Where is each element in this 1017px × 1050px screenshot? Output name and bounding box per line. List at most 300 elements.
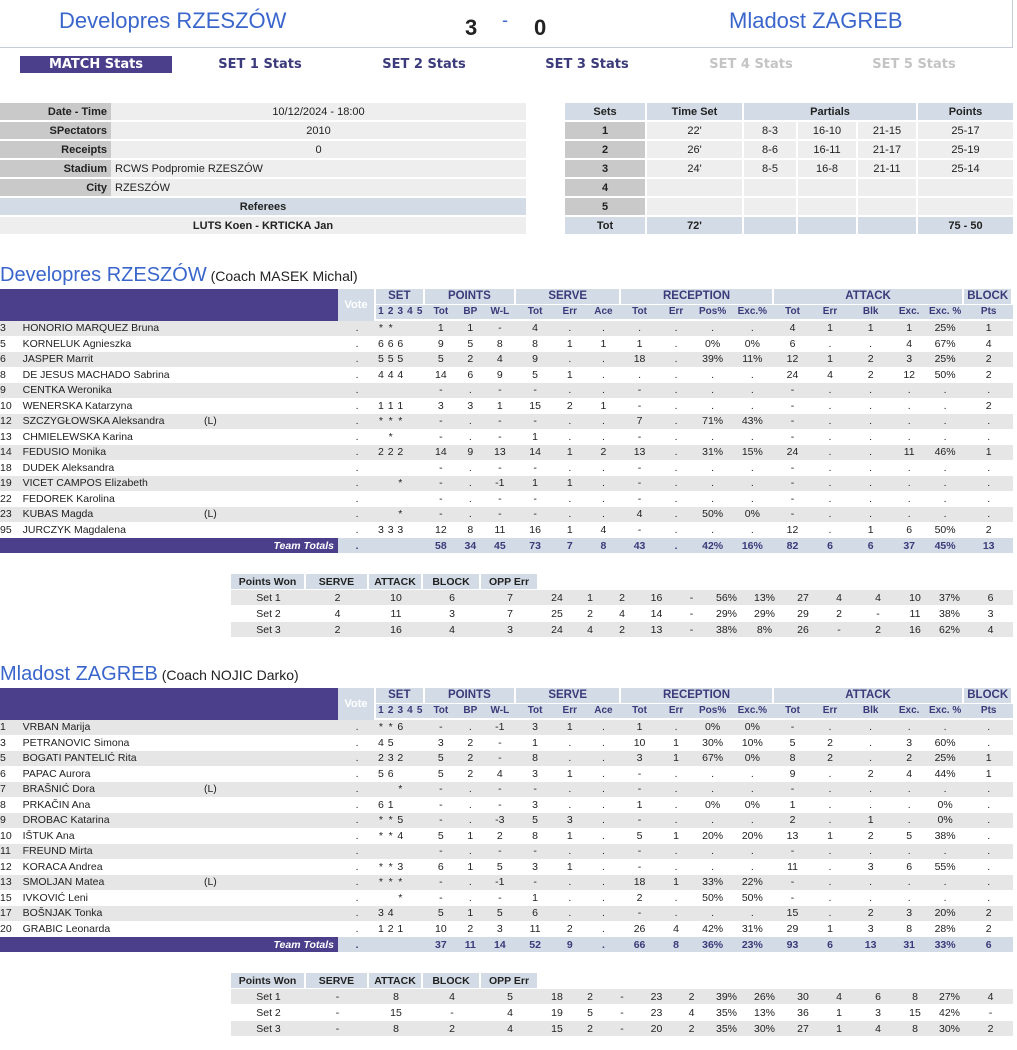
player-number: 6 [0,352,21,368]
block-pts-value: . [964,844,1013,860]
player-row[interactable] [0,523,1013,539]
reception-pos-value: . [694,368,731,384]
points-bp-value: . [457,492,483,508]
points-wl-value: 8 [484,337,517,353]
player-number: 22 [0,492,21,508]
points-won-value: 8 [369,1021,423,1037]
reception-tot-value: - [621,492,658,508]
tab-set-1-stats[interactable]: SET 1 Stats [218,57,302,72]
col-sets: Sets [565,103,647,122]
set-4-value [405,782,415,798]
block-pts-value: 4 [964,337,1013,353]
points-won-value: 6 [857,989,899,1005]
points-bp-value: 6 [457,368,483,384]
points-tot-value: - [425,782,458,798]
player-row[interactable] [0,782,1013,798]
reception-exc-value: . [731,461,774,477]
set-2-value [386,891,396,907]
points-tot-value: 9 [425,337,458,353]
block-pts-value: 1 [964,445,1013,461]
reception-group-header: RECEPTION [621,688,774,704]
set-3-value: 1 [395,922,405,938]
attack-tot-value: - [774,399,812,415]
player-row[interactable] [0,352,1013,368]
reception-tot-value: - [621,461,658,477]
points-won-value: 11 [369,606,423,622]
set-partial-8 [744,179,798,198]
vote-value: . [338,383,376,399]
set-2-value [386,476,396,492]
serve-tot-value: 5 [516,813,554,829]
header-fill [0,704,338,721]
player-row[interactable] [0,891,1013,907]
points-bp-value: . [457,782,483,798]
set-3-value [395,461,405,477]
set-5-value [415,430,425,446]
set-partial-21: 21-11 [858,160,918,179]
set-3-value: 2 [395,751,405,767]
set-partial-21: 21-17 [858,141,918,160]
reception-pos-value: . [694,321,731,337]
set-2-header: 2 [386,305,396,322]
player-name: JASPER Marrit [21,352,202,368]
points-won-value: 19 [539,1005,575,1021]
player-number: 8 [0,798,21,814]
serve-ace-value: . [586,751,622,767]
totals-lead [0,538,21,553]
player-row[interactable] [0,507,1013,523]
set-5-value [415,461,425,477]
info-row [0,141,526,160]
points-bp-value: 2 [457,767,483,783]
total-partial-empty [858,217,918,236]
points-won-value: - [968,1005,1013,1021]
points-bp-value: . [457,813,483,829]
points-won-value: 8 [369,989,423,1005]
home-team-name[interactable]: Developres RZESZÓW [59,8,287,33]
player-name: PAPAC Aurora [21,767,202,783]
player-row[interactable] [0,461,1013,477]
attack-exc-pct-value: 0% [926,813,965,829]
points-bp-value: 1 [457,321,483,337]
player-row[interactable] [0,430,1013,446]
set-4-value [405,751,415,767]
points-tot-value: - [425,414,458,430]
vote-value: . [338,352,376,368]
player-number: 10 [0,829,21,845]
serve-err-header: Err [554,305,586,322]
points-wl-value: - [484,461,517,477]
points-won-col-header: ATTACK [369,574,423,590]
points-tot-value: 5 [425,829,458,845]
player-stats-table-away [0,688,1013,952]
points-wl-value: -1 [484,875,517,891]
match-header [0,0,1013,48]
points-wl-value: 5 [484,860,517,876]
points-won-value: - [821,622,857,638]
block-pts-header: Pts [964,305,1013,322]
points-wl-value: - [484,414,517,430]
attack-exc-pct-value: . [926,430,965,446]
player-row[interactable] [0,414,1013,430]
tab-match-stats[interactable]: MATCH Stats [20,56,172,73]
set-4-value [405,922,415,938]
reception-exc-value: 0% [731,507,774,523]
set-5-value [415,368,425,384]
reception-err-value: . [658,368,695,384]
points-tot-value: 5 [425,906,458,922]
libero-tag [202,430,338,446]
player-number: 5 [0,751,21,767]
vote-value: . [338,829,376,845]
reception-err-value: . [658,507,695,523]
player-name: BOGATI PANTELIĆ Rita [21,751,202,767]
reception-exc-header: Exc.% [731,305,774,322]
libero-tag [202,798,338,814]
attack-exc-total: 37 [893,538,926,553]
reception-err-value: . [658,321,695,337]
vote-value: . [338,430,376,446]
vote-value: . [338,337,376,353]
points-bp-total: 34 [457,538,483,553]
player-row[interactable] [0,368,1013,384]
player-number: 14 [0,445,21,461]
player-stats-table-home [0,289,1013,553]
reception-exc-value: 31% [731,922,774,938]
points-won-value: 6 [423,590,481,606]
libero-tag [202,352,338,368]
attack-blk-value: 2 [849,352,893,368]
player-row[interactable] [0,798,1013,814]
serve-err-value: . [554,430,586,446]
set-partial-16 [798,179,858,198]
set-1-value [376,430,386,446]
points-won-value: 10 [369,590,423,606]
attack-blk-value: . [849,844,893,860]
player-row[interactable] [0,844,1013,860]
attack-err-value: 1 [811,829,849,845]
serve-tot-header: Tot [516,704,554,721]
team-name: Mladost ZAGREB [0,663,158,685]
set-4-header: 4 [405,305,415,322]
serve-tot-value: 8 [516,829,554,845]
serve-tot-value: - [516,383,554,399]
serve-err-value: 3 [554,813,586,829]
block-pts-value: . [964,720,1013,736]
points-tot-total: 37 [425,937,458,952]
attack-err-value: 2 [811,736,849,752]
player-number: 19 [0,476,21,492]
attack-err-value: 1 [811,321,849,337]
attack-err-value: . [811,383,849,399]
points-won-col-header: BLOCK [423,574,481,590]
points-wl-header: W-L [484,704,517,721]
player-row[interactable] [0,337,1013,353]
block-group-header: BLOCK [964,688,1013,704]
serve-err-value: . [554,844,586,860]
vote-value: . [338,321,376,337]
reception-exc-value: 43% [731,414,774,430]
points-won-value: 4 [423,989,481,1005]
set-5-value [415,399,425,415]
attack-tot-value: 13 [774,829,812,845]
set-3-value [395,430,405,446]
serve-tot-value: 1 [516,430,554,446]
points-tot-value: 5 [425,751,458,767]
points-tot-value: - [425,844,458,860]
set-4-value [405,844,415,860]
reception-exc-value: 0% [731,751,774,767]
attack-err-value: . [811,767,849,783]
block-pts-value: 1 [964,321,1013,337]
block-pts-value: . [964,875,1013,891]
player-name: FREUND Mirta [21,844,202,860]
set-2-value: 6 [386,767,396,783]
set-5-value [415,844,425,860]
away-team-name[interactable]: Mladost ZAGREB [729,8,903,33]
set-1-header: 1 [376,704,386,721]
set-4-value [405,798,415,814]
serve-ace-value: . [586,767,622,783]
header-fill [0,688,338,704]
points-bp-value: . [457,430,483,446]
player-row[interactable] [0,720,1013,736]
points-bp-value: 8 [457,523,483,539]
points-wl-value: - [484,891,517,907]
points-bp-value: 9 [457,445,483,461]
attack-tot-value: - [774,844,812,860]
vote-value: . [338,414,376,430]
points-won-value: 26 [785,622,821,638]
player-row[interactable] [0,399,1013,415]
serve-tot-header: Tot [516,305,554,322]
attack-exc-value: . [893,891,926,907]
attack-tot-value: 8 [774,751,812,767]
serve-err-value: 1 [554,476,586,492]
libero-tag [202,476,338,492]
points-won-set-label: Set 1 [231,989,306,1005]
referees-label: Referees [0,198,526,217]
player-number: 95 [0,523,21,539]
points-won-value: 25 [539,606,575,622]
block-pts-value: . [964,430,1013,446]
points-wl-value: - [484,321,517,337]
reception-exc-value: . [731,476,774,492]
vote-value: . [338,798,376,814]
player-number: 23 [0,507,21,523]
set-4-value [405,383,415,399]
player-row[interactable] [0,875,1013,891]
serve-err-value: . [554,507,586,523]
reception-exc-header: Exc.% [731,704,774,721]
reception-exc-value: 11% [731,352,774,368]
block-pts-value: . [964,492,1013,508]
attack-tot-value: 1 [774,798,812,814]
points-won-value: 2 [605,590,639,606]
block-group-header: BLOCK [964,289,1013,305]
set-5-total [415,937,425,952]
set-3-value: 5 [395,352,405,368]
player-row[interactable] [0,767,1013,783]
set-2-value [386,782,396,798]
player-row[interactable] [0,445,1013,461]
reception-exc-value: 22% [731,875,774,891]
vote-value: . [338,922,376,938]
set-1-value: * [376,813,386,829]
libero-tag: (L) [202,414,338,430]
serve-ace-value: . [586,813,622,829]
reception-err-value: . [658,492,695,508]
player-name: VRBAN Marija [21,720,202,736]
serve-err-value: . [554,798,586,814]
serve-err-value: . [554,383,586,399]
player-name: GRABIC Leonarda [21,922,202,938]
set-2-value [386,461,396,477]
set-5-value [415,476,425,492]
player-row[interactable] [0,476,1013,492]
attack-exc-pct-value: 67% [926,337,965,353]
set-partial-21 [858,179,918,198]
attack-exc-pct-value: 44% [926,767,965,783]
info-value: 0 [111,141,526,160]
points-won-value: 8 [899,989,931,1005]
player-number: 10 [0,399,21,415]
attack-blk-value: . [849,383,893,399]
player-name: CENTKA Weronika [21,383,202,399]
points-won-row [231,989,1013,1005]
serve-tot-total: 73 [516,538,554,553]
player-row[interactable] [0,829,1013,845]
player-row[interactable] [0,860,1013,876]
serve-err-header: Err [554,704,586,721]
points-won-value: 16 [899,622,931,638]
set-points: 25-17 [918,122,1013,141]
attack-exc-value: . [893,798,926,814]
reception-tot-value: - [621,860,658,876]
player-row[interactable] [0,813,1013,829]
attack-err-value: 4 [811,368,849,384]
libero-tag: (L) [202,507,338,523]
team-totals-row [0,538,1013,553]
player-row[interactable] [0,751,1013,767]
set-2-value: 4 [386,906,396,922]
points-won-set-label: Set 2 [231,1005,306,1021]
attack-exc-pct-header: Exc. % [926,305,965,322]
attack-exc-pct-value: . [926,782,965,798]
reception-err-value: . [658,860,695,876]
set-1-value [376,844,386,860]
player-number: 9 [0,813,21,829]
vote-value: . [338,813,376,829]
attack-exc-pct-value: 50% [926,523,965,539]
set-4-value [405,414,415,430]
reception-pos-total: 36% [694,937,731,952]
set-3-value [395,798,405,814]
reception-exc-value: 20% [731,829,774,845]
set-1-value: 5 [376,767,386,783]
sets-summary-table [565,103,1013,236]
attack-blk-total: 13 [849,937,893,952]
attack-exc-value: 5 [893,829,926,845]
reception-pos-value: 20% [694,829,731,845]
info-value: RZESZÓW [111,179,526,198]
reception-exc-value: 15% [731,445,774,461]
points-group-header: POINTS [425,688,517,704]
player-row[interactable] [0,922,1013,938]
points-wl-value: - [484,507,517,523]
points-bp-value: 1 [457,860,483,876]
reception-exc-value: . [731,492,774,508]
reception-err-value: . [658,767,695,783]
points-won-value: 62% [931,622,968,638]
points-won-col-header: ATTACK [369,973,423,989]
info-value: RCWS Podpromie RZESZÓW [111,160,526,179]
attack-err-value: . [811,875,849,891]
reception-exc-value: . [731,782,774,798]
vote-value: . [338,875,376,891]
points-bp-value: 2 [457,352,483,368]
reception-pos-value: 31% [694,445,731,461]
points-won-value: 15 [369,1005,423,1021]
set-4-value [405,813,415,829]
attack-err-total: 6 [811,937,849,952]
set-2-value: * [386,321,396,337]
attack-err-value: . [811,445,849,461]
player-row[interactable] [0,492,1013,508]
header-row-groups [0,289,1013,305]
attack-blk-value: . [849,507,893,523]
block-pts-value: 2 [964,523,1013,539]
points-won-header-row [231,574,1013,590]
tab-set-3-stats[interactable]: SET 3 Stats [545,57,629,72]
set-row [565,179,1013,198]
reception-pos-value: . [694,767,731,783]
points-won-value: 5 [575,1005,605,1021]
player-row[interactable] [0,383,1013,399]
reception-tot-value: - [621,523,658,539]
points-won-value: 35% [709,1005,744,1021]
reception-pos-value: . [694,813,731,829]
vote-value: . [338,860,376,876]
serve-err-value: . [554,751,586,767]
player-name: SMOLJAN Matea [21,875,202,891]
player-row[interactable] [0,906,1013,922]
set-3-value [395,321,405,337]
attack-err-value: . [811,891,849,907]
attack-exc-value: 3 [893,352,926,368]
player-row[interactable] [0,321,1013,337]
libero-tag [202,813,338,829]
tab-set-2-stats[interactable]: SET 2 Stats [382,57,466,72]
header-fill [0,305,338,322]
set-2-value: * [386,414,396,430]
reception-exc-value: . [731,321,774,337]
col-time-set: Time Set [647,103,744,122]
serve-err-value: 1 [554,860,586,876]
set-points: 25-14 [918,160,1013,179]
vote-total: . [338,937,376,952]
player-row[interactable] [0,736,1013,752]
libero-tag: (L) [202,875,338,891]
reception-tot-value: 5 [621,829,658,845]
points-won-value: 13% [744,1005,785,1021]
set-4-value [405,476,415,492]
reception-tot-value: - [621,430,658,446]
reception-tot-value: - [621,476,658,492]
set-time [647,198,744,217]
attack-exc-pct-value: . [926,383,965,399]
attack-err-value: . [811,720,849,736]
